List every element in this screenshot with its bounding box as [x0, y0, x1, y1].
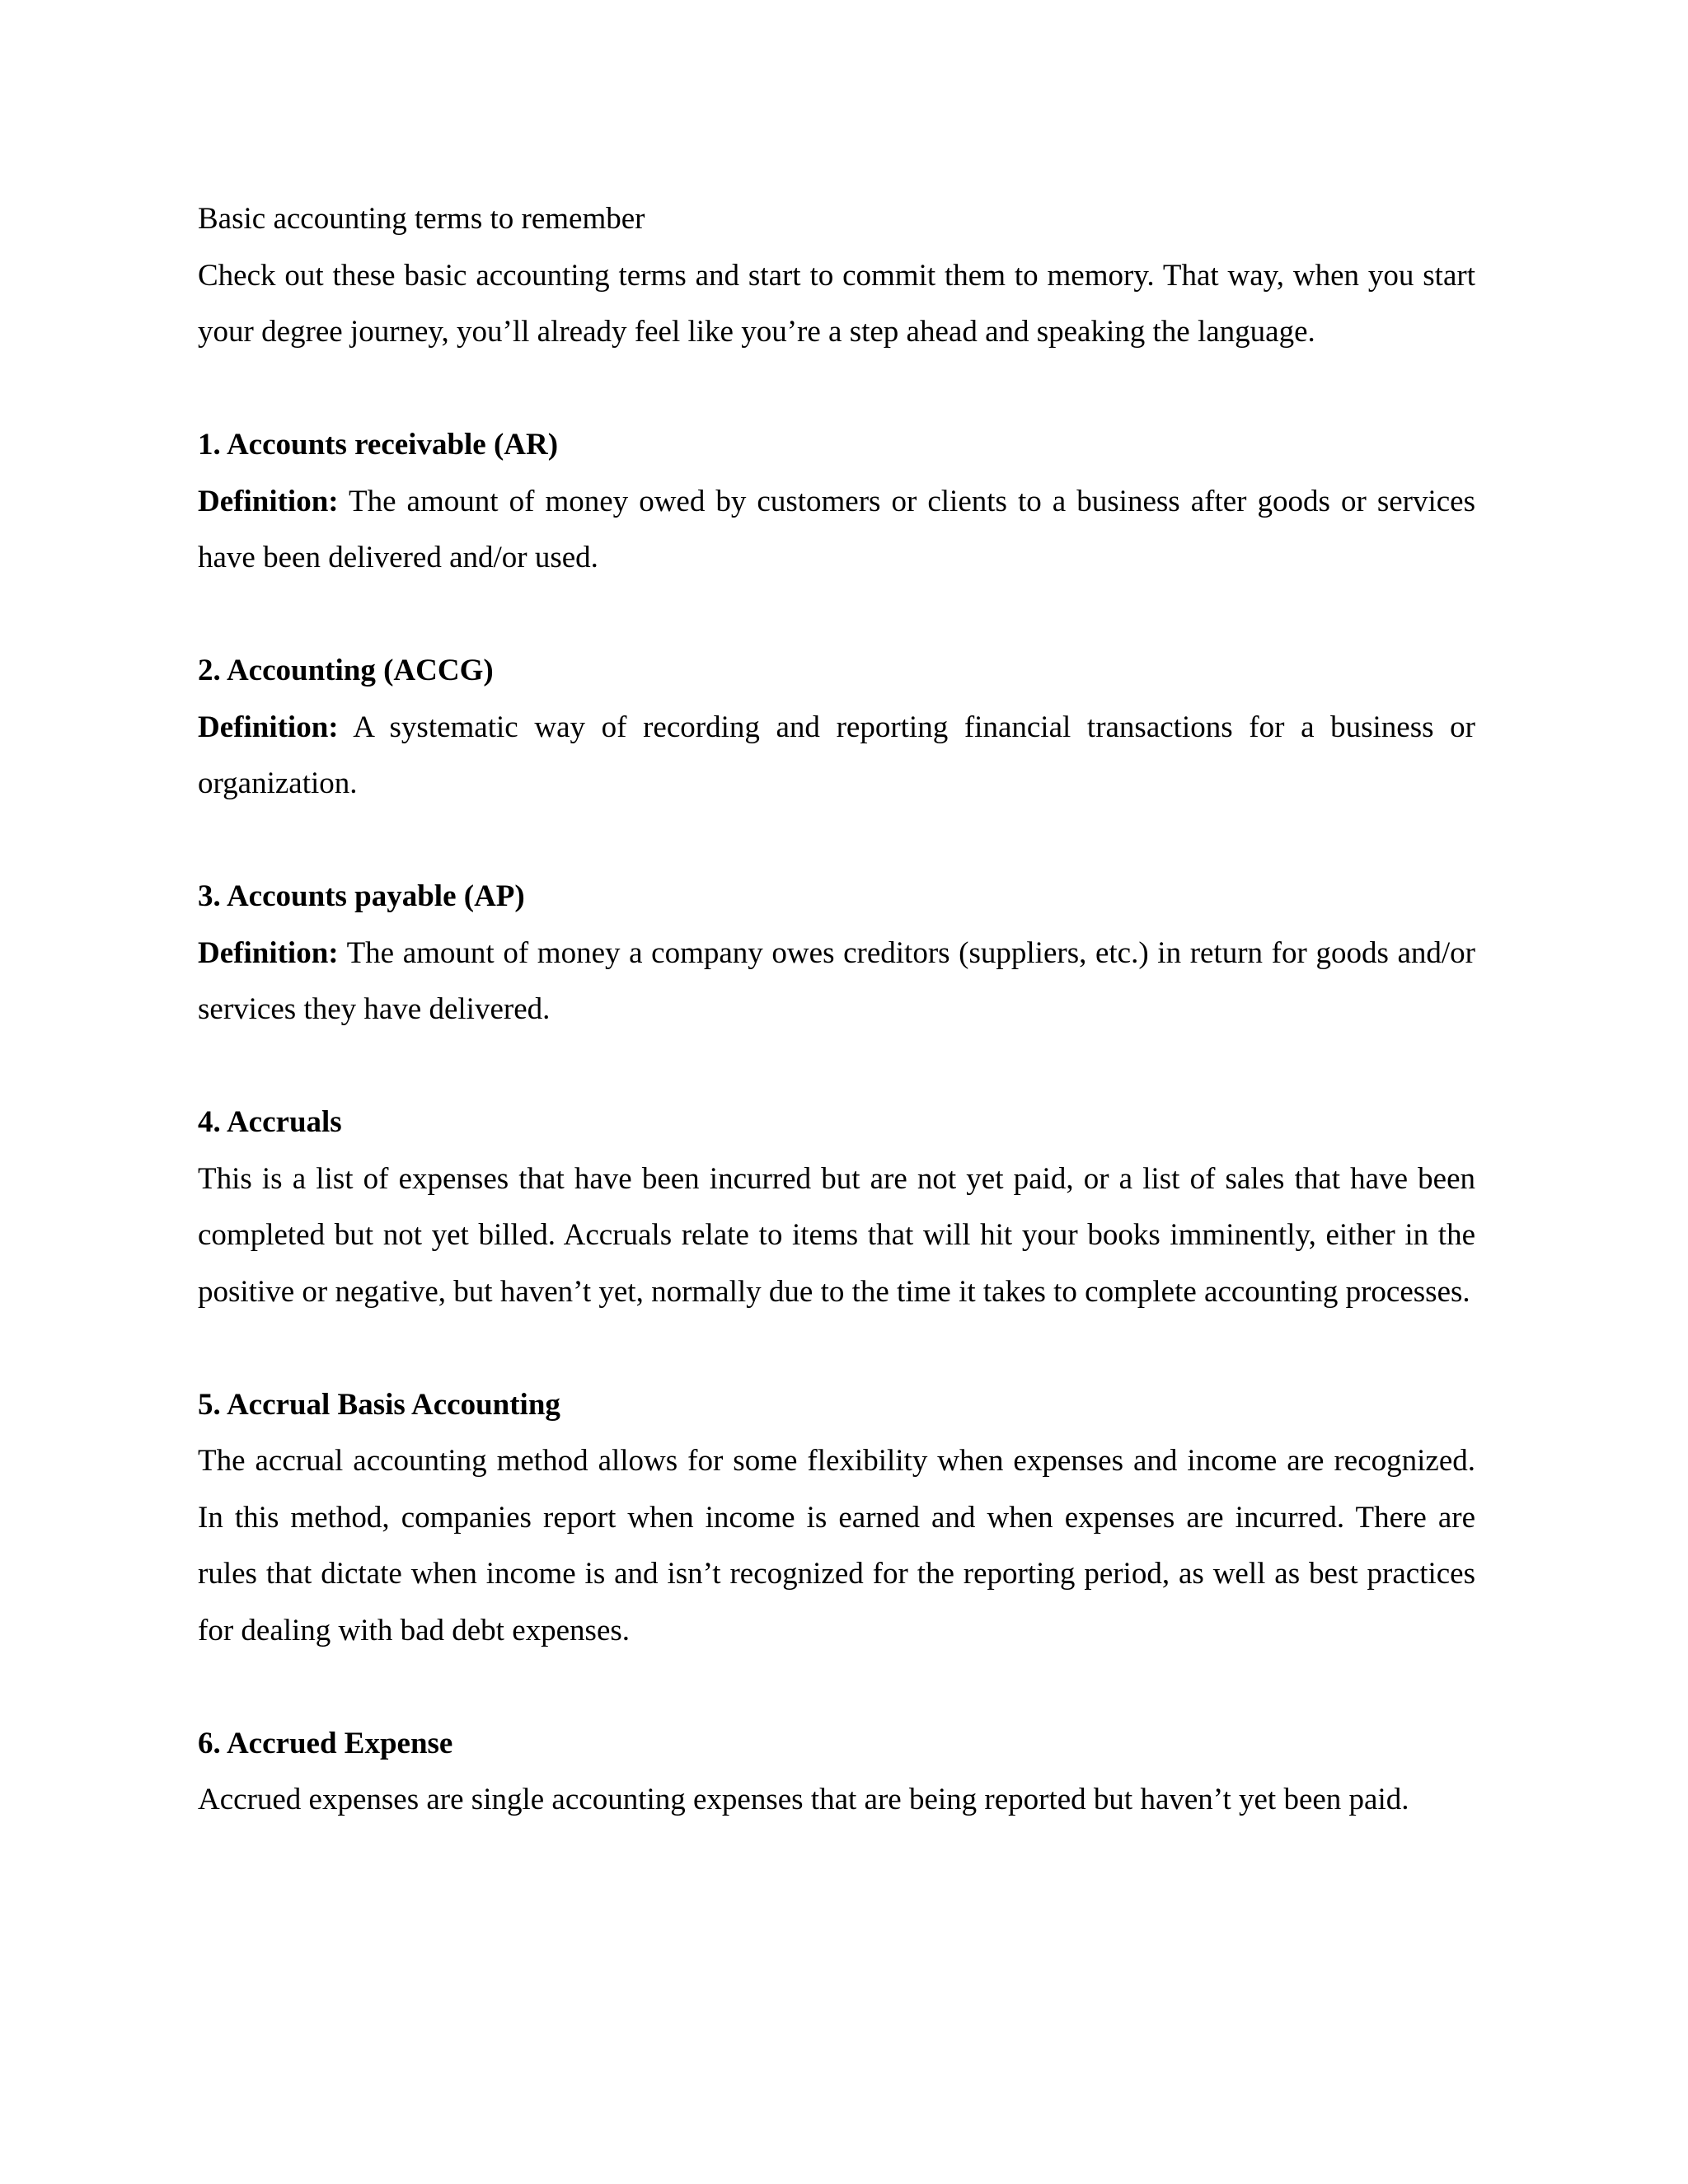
- term-accounts-receivable: [198, 417, 1475, 587]
- term-heading: 1. Accounts receivable (AR): [198, 428, 559, 462]
- term-definition: [198, 926, 1475, 1038]
- term-heading: 4. Accruals: [198, 1105, 342, 1139]
- term-body: The amount of money a company owes creditors (suppliers, etc.) in return for goods and/or services they have delivered.: [198, 935, 1475, 1026]
- term-definition: [198, 700, 1475, 813]
- term-body: A systematic way of recording and reporting financial transactions for a business or organization.: [198, 710, 1475, 800]
- term-body: This is a list of expenses that have been incurred but are not yet paid, or a list of sales that have been completed but not yet billed. Accruals relate to items that will hit your books imminently, either in the positive or negative, but haven’t yet, normally due to the time it takes to complete accounting processes.: [198, 1161, 1475, 1309]
- term-accrual-basis-accounting: [198, 1377, 1475, 1660]
- term-body: The accrual accounting method allows for some flexibility when expenses and income are recognized. In this method, companies report when income is earned and when expenses are incurred. There are rules that dictate when income is and isn’t recognized for the reporting period, as well as best practices for dealing with bad debt expenses.: [198, 1444, 1475, 1647]
- document-page: [198, 191, 1475, 1829]
- definition-label: Definition:: [198, 710, 339, 744]
- term-accruals: [198, 1094, 1475, 1320]
- definition-label: Definition:: [198, 935, 339, 970]
- term-heading: 2. Accounting (ACCG): [198, 654, 494, 687]
- definition-label: Definition:: [198, 484, 339, 518]
- term-body: The amount of money owed by customers or clients to a business after goods or services have been delivered and/or used.: [198, 484, 1475, 574]
- term-heading: 5. Accrual Basis Accounting: [198, 1387, 560, 1422]
- term-heading: 6. Accrued Expense: [198, 1726, 453, 1760]
- term-definition: [198, 474, 1475, 587]
- document-title: Basic accounting terms to remember: [198, 202, 645, 236]
- term-accounts-payable: [198, 869, 1475, 1038]
- term-body: Accrued expenses are single accounting expenses that are being reported but haven’t yet been paid.: [198, 1783, 1409, 1816]
- term-accounting: [198, 643, 1475, 813]
- intro-paragraph: Check out these basic accounting terms and start to commit them to memory. That way, when you start your degree journey, you’ll already feel like you’re a step ahead and speaking the language.: [198, 258, 1475, 349]
- term-heading: 3. Accounts payable (AP): [198, 879, 525, 913]
- term-accrued-expense: [198, 1716, 1475, 1829]
